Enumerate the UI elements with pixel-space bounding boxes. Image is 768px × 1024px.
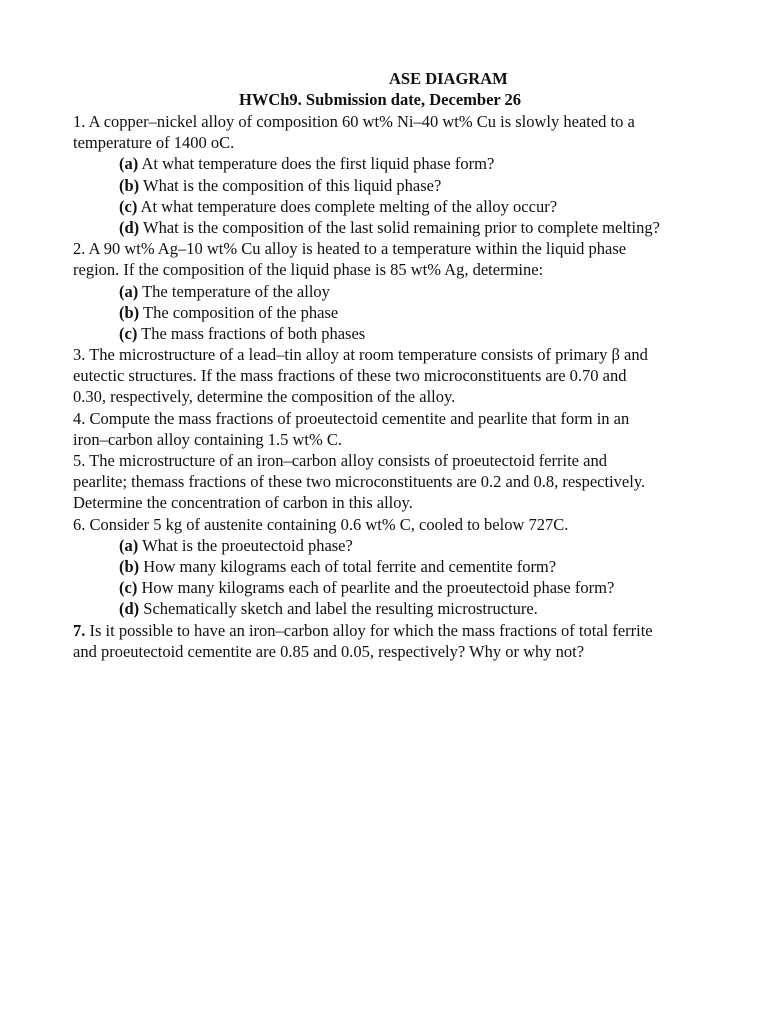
q2-line-1: 2. A 90 wt% Ag–10 wt% Cu alloy is heated to a temperature within the liquid phase — [73, 239, 627, 259]
q2-part-a-label: (a) — [119, 281, 139, 301]
q3-line-1: 3. The microstructure of a lead–tin alloy at room temperature consists of primary β and — [73, 345, 648, 365]
q2-part-a-text: The temperature of the alloy — [138, 281, 330, 301]
q7-line-2: and proeutectoid cementite are 0.85 and 0.05, respectively? Why or why not? — [73, 641, 585, 661]
document-title: ASE DIAGRAM — [389, 69, 508, 88]
q5-line-1: 5. The microstructure of an iron–carbon alloy consists of proeutectoid ferrite and — [73, 451, 607, 470]
q6-part-a-text: What is the proeutectoid phase? — [138, 535, 353, 555]
q2-part-a — [73, 281, 723, 302]
q1-part-a-label: (a) — [119, 154, 139, 174]
q1-part-d — [73, 217, 723, 238]
q6-part-d-text: Schematically sketch and label the resulting microstructure. — [139, 599, 538, 619]
q1-part-d-text: What is the composition of the last solid remaining prior to complete melting? — [139, 217, 660, 237]
q2-part-b-text: The composition of the phase — [139, 302, 339, 322]
q6-part-d — [73, 598, 723, 619]
q7-line-1 — [73, 620, 723, 641]
q1-part-b-text: What is the composition of this liquid phase? — [139, 175, 442, 195]
q4-line-2: iron–carbon alloy containing 1.5 wt% C. — [73, 429, 342, 449]
q1-line-1: 1. A copper–nickel alloy of composition 60 wt% Ni–40 wt% Cu is slowly heated to a — [73, 112, 635, 131]
q2-line-2: region. If the composition of the liquid phase is 85 wt% Ag, determine: — [73, 260, 544, 280]
q6-part-c — [73, 577, 723, 598]
q6-line-1: 6. Consider 5 kg of austenite containing 0.6 wt% C, cooled to below 727C. — [73, 514, 569, 534]
q6-part-a — [73, 535, 723, 556]
q2-part-c-text: The mass fractions of both phases — [137, 323, 366, 343]
q6-part-a-label: (a) — [119, 535, 139, 555]
q7-number: 7. — [73, 620, 86, 640]
questions-body — [73, 111, 723, 662]
q1-part-c — [73, 196, 723, 217]
q1-part-b — [73, 175, 723, 196]
q4-line-1: 4. Compute the mass fractions of proeutectoid cementite and pearlite that form in an — [73, 408, 630, 428]
q1-line-2: temperature of 1400 oC. — [73, 133, 235, 153]
q6-part-b-text: How many kilograms each of total ferrite and cementite form? — [139, 556, 557, 576]
q1-part-c-label: (c) — [119, 196, 138, 216]
q6-part-c-label: (c) — [119, 578, 138, 598]
q2-part-b-label: (b) — [119, 302, 140, 322]
q3-line-2: eutectic structures. If the mass fractions of these two microconstituents are 0.70 and — [73, 366, 627, 386]
q5-line-3: Determine the concentration of carbon in this alloy. — [73, 493, 413, 513]
q2-part-c-label: (c) — [119, 323, 138, 343]
q6-part-c-text: How many kilograms each of pearlite and the proeutectoid phase form? — [137, 578, 615, 598]
q6-part-b-label: (b) — [119, 556, 140, 576]
q6-part-b — [73, 556, 723, 577]
q3-line-3: 0.30, respectively, determine the composition of the alloy. — [73, 387, 456, 407]
q1-part-d-label: (d) — [119, 217, 140, 237]
document-subtitle: HWCh9. Submission date, December 26 — [239, 90, 522, 109]
q2-part-b — [73, 302, 723, 323]
q7-line-1-text: Is it possible to have an iron–carbon alloy for which the mass fractions of total ferrite — [85, 620, 653, 640]
q1-part-b-label: (b) — [119, 175, 140, 195]
q5-line-2: pearlite; themass fractions of these two microconstituents are 0.2 and 0.8, respectively. — [73, 472, 646, 492]
q1-part-a — [73, 153, 723, 174]
q1-part-c-text: At what temperature does complete melting of the alloy occur? — [137, 196, 558, 216]
q1-part-a-text: At what temperature does the first liquid phase form? — [138, 154, 495, 174]
q6-part-d-label: (d) — [119, 599, 140, 619]
q2-part-c — [73, 323, 723, 344]
